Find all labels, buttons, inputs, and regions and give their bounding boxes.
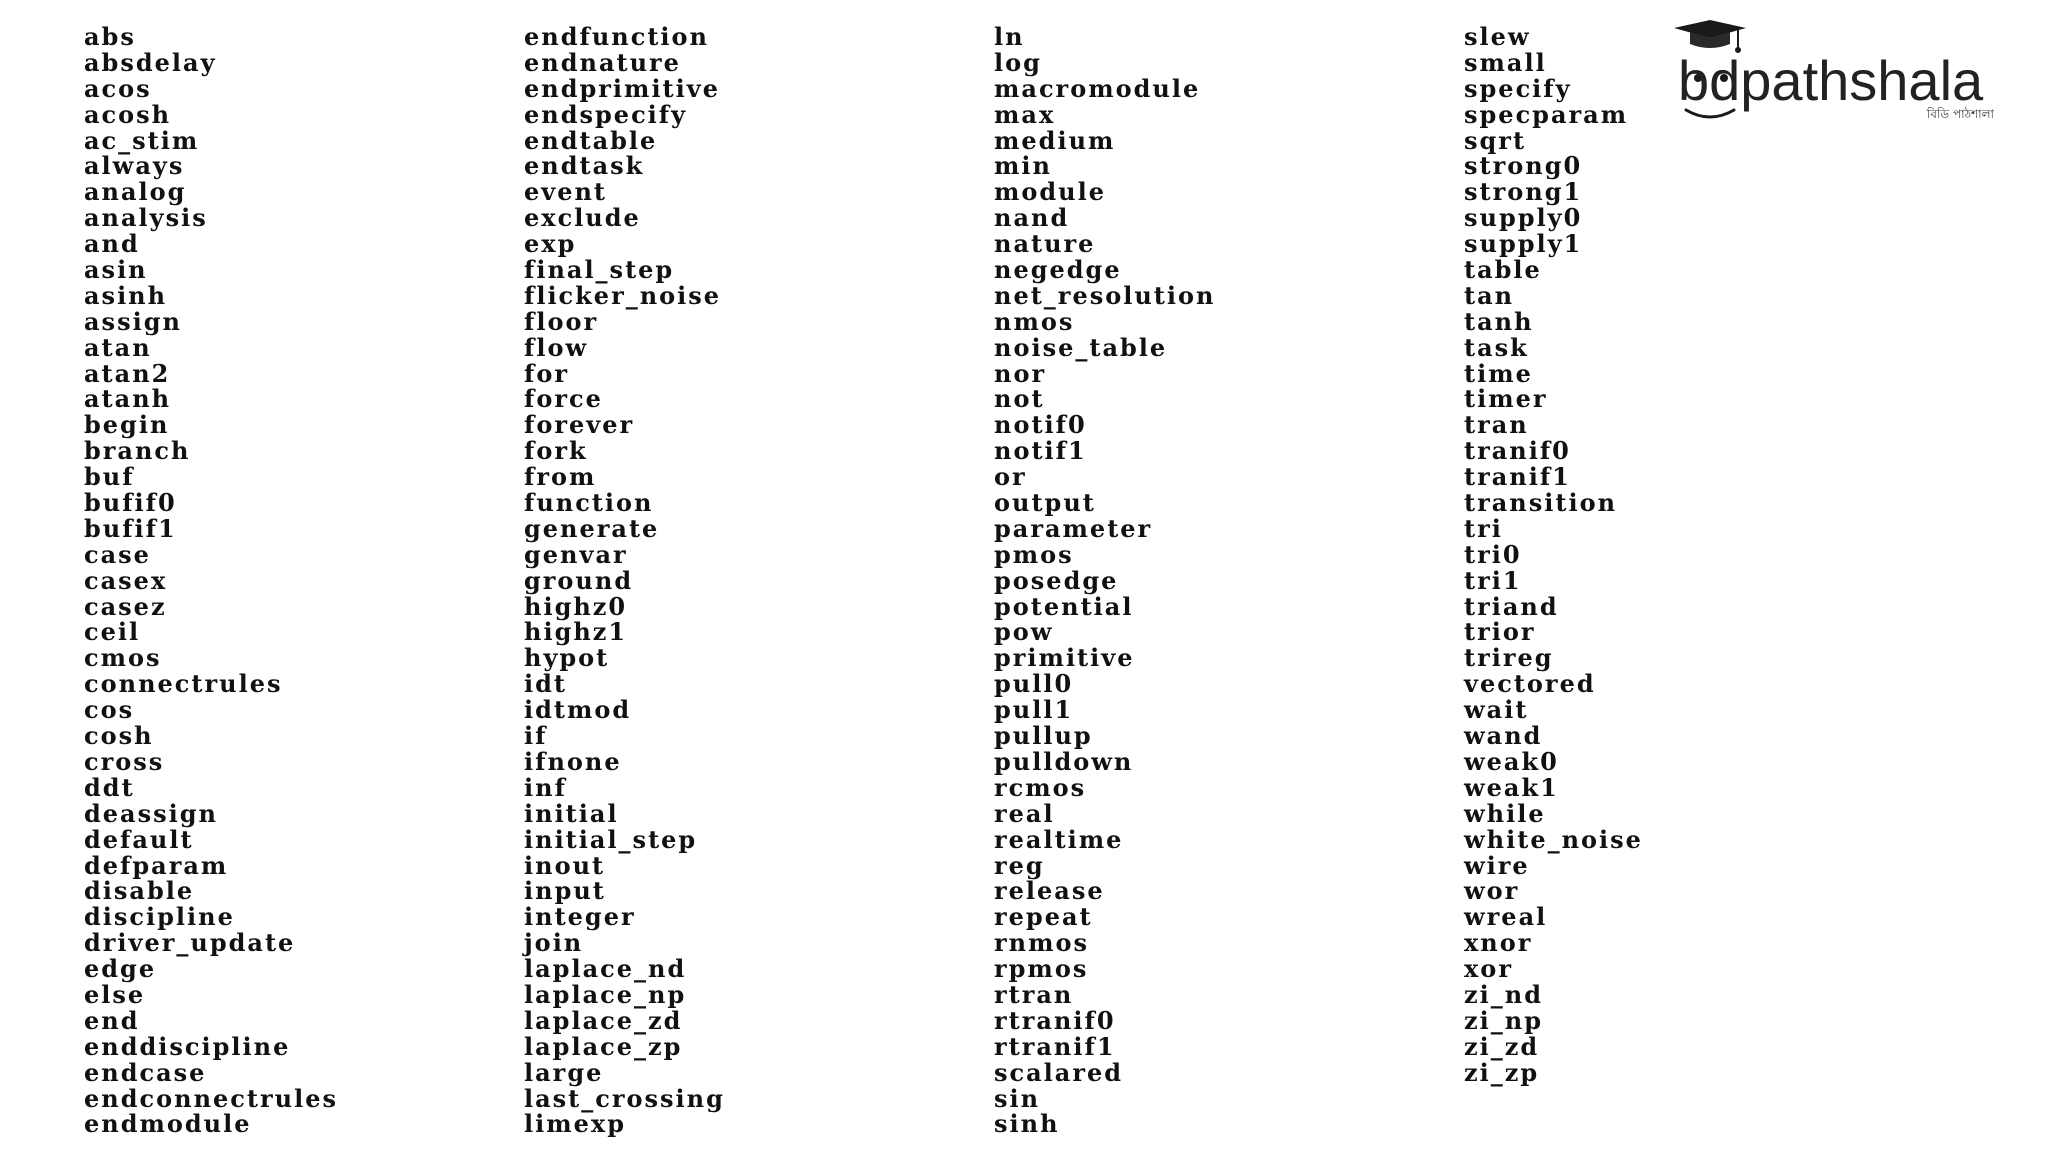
keyword-item: nand (994, 203, 1070, 233)
keyword-item: specify (1464, 73, 1572, 103)
keyword-item: xor (1464, 954, 1513, 984)
keyword-item: exclude (524, 203, 641, 233)
keyword-item: tan (1464, 280, 1515, 310)
keyword-item: sqrt (1464, 125, 1527, 155)
keyword-item: else (84, 979, 146, 1009)
keyword-item: analog (84, 177, 187, 207)
keyword-item: strong0 (1464, 151, 1583, 181)
keyword-item: inf (524, 772, 567, 802)
keyword-column-1 (84, 24, 338, 1137)
keyword-item: enddiscipline (84, 1031, 291, 1061)
keyword-item: defparam (84, 850, 229, 880)
keyword-column-2 (524, 24, 725, 1137)
keyword-item: nor (994, 358, 1047, 388)
keyword-item: tri0 (1464, 539, 1522, 569)
keyword-item: while (1464, 798, 1546, 828)
keyword-item: abs (84, 22, 136, 51)
keyword-item: task (1464, 332, 1529, 362)
keyword-item: output (994, 488, 1096, 518)
keyword-item: endfunction (524, 22, 709, 51)
keyword-item: fork (524, 436, 588, 466)
keyword-item: absdelay (84, 47, 217, 77)
keyword-item: case (84, 539, 151, 569)
keyword-item: input (524, 876, 606, 906)
logo-subtitle: বিডি পাঠশালা (1926, 107, 1994, 121)
keyword-item: branch (84, 436, 191, 466)
keyword-item: endspecify (524, 99, 688, 129)
keyword-item: default (84, 824, 194, 854)
keyword-item: if (524, 721, 548, 751)
keyword-item: always (84, 151, 185, 181)
keyword-item: from (524, 462, 597, 492)
keyword-item: real (994, 798, 1055, 828)
keyword-column-3 (994, 24, 1215, 1137)
keyword-item: casez (84, 591, 167, 621)
keyword-item: genvar (524, 539, 628, 569)
keyword-item: pow (994, 617, 1054, 647)
keyword-item: tran (1464, 410, 1529, 440)
keyword-item: acosh (84, 99, 172, 129)
keyword-item: endconnectrules (84, 1083, 338, 1113)
keyword-item: ground (524, 565, 634, 595)
keyword-item: posedge (994, 565, 1119, 595)
keyword-item: cmos (84, 643, 162, 673)
keyword-item: parameter (994, 513, 1153, 543)
keyword-item: laplace_zd (524, 1005, 683, 1035)
keyword-item: rcmos (994, 772, 1087, 802)
keyword-item: sinh (994, 1109, 1060, 1139)
keyword-item: cross (84, 746, 165, 776)
keyword-item: flow (524, 332, 589, 362)
keyword-item: pulldown (994, 746, 1134, 776)
keyword-item: force (524, 384, 603, 414)
keyword-item: initial (524, 798, 619, 828)
bdpathshala-logo (1672, 18, 2012, 128)
keyword-item: xnor (1464, 928, 1533, 958)
keyword-item: ac_stim (84, 125, 200, 155)
keyword-item: buf (84, 462, 135, 492)
keyword-item: endmodule (84, 1109, 252, 1139)
keyword-item: negedge (994, 255, 1122, 285)
keyword-item: ln (994, 22, 1025, 51)
keyword-item: connectrules (84, 669, 283, 699)
keyword-item: strong1 (1464, 177, 1583, 207)
keyword-item: highz1 (524, 617, 628, 647)
keyword-item: wire (1464, 850, 1530, 880)
keyword-item: asinh (84, 280, 168, 310)
keyword-item: zi_zd (1464, 1031, 1540, 1061)
keyword-item: endprimitive (524, 73, 720, 103)
keyword-item: flicker_noise (524, 280, 722, 310)
keyword-item: tranif0 (1464, 436, 1571, 466)
keyword-item: pullup (994, 721, 1093, 751)
keyword-item: white_noise (1464, 824, 1643, 854)
keyword-item: endtable (524, 125, 658, 155)
keyword-item: noise_table (994, 332, 1168, 362)
keyword-item: endnature (524, 47, 681, 77)
keyword-item: assign (84, 306, 182, 336)
keyword-item: laplace_np (524, 979, 687, 1009)
keyword-item: cosh (84, 721, 154, 751)
keyword-item: tranif1 (1464, 462, 1571, 492)
keyword-item: endcase (84, 1057, 207, 1087)
keyword-item: nature (994, 229, 1096, 259)
keyword-item: limexp (524, 1109, 626, 1139)
keyword-item: scalared (994, 1057, 1124, 1087)
keyword-item: driver_update (84, 928, 296, 958)
keyword-item: realtime (994, 824, 1124, 854)
keyword-item: disable (84, 876, 195, 906)
keyword-item: join (524, 928, 584, 958)
keyword-item: laplace_nd (524, 954, 687, 984)
keyword-item: rtran (994, 979, 1074, 1009)
keyword-item: rnmos (994, 928, 1090, 958)
keyword-item: generate (524, 513, 660, 543)
keyword-item: edge (84, 954, 157, 984)
keyword-item: reg (994, 850, 1045, 880)
keyword-item: time (1464, 358, 1533, 388)
logo-graphic (1672, 18, 2012, 128)
keyword-item: end (84, 1005, 140, 1035)
keyword-item: laplace_zp (524, 1031, 683, 1061)
keyword-item: transition (1464, 488, 1618, 518)
keyword-item: trior (1464, 617, 1536, 647)
keyword-item: wor (1464, 876, 1520, 906)
keyword-item: triand (1464, 591, 1559, 621)
keyword-item: slew (1464, 22, 1531, 51)
keyword-item: repeat (994, 902, 1093, 932)
keyword-item: zi_zp (1464, 1057, 1540, 1087)
keyword-item: supply1 (1464, 229, 1583, 259)
keyword-item: tri (1464, 513, 1503, 543)
keyword-item: zi_nd (1464, 979, 1543, 1009)
keyword-item: highz0 (524, 591, 628, 621)
keyword-item: notif1 (994, 436, 1087, 466)
keyword-item: discipline (84, 902, 235, 932)
keyword-item: zi_np (1464, 1005, 1543, 1035)
keyword-item: idt (524, 669, 567, 699)
keyword-item: ceil (84, 617, 141, 647)
keyword-item: endtask (524, 151, 645, 181)
keyword-item: deassign (84, 798, 218, 828)
keyword-item: max (994, 99, 1056, 129)
keyword-item: forever (524, 410, 635, 440)
keyword-item: wand (1464, 721, 1543, 751)
keyword-item: initial_step (524, 824, 698, 854)
keyword-item: floor (524, 306, 599, 336)
keyword-item: atan2 (84, 358, 171, 388)
keyword-item: rpmos (994, 954, 1089, 984)
keyword-item: min (994, 151, 1052, 181)
keyword-item: table (1464, 255, 1542, 285)
keyword-item: pull1 (994, 695, 1074, 725)
logo-wordmark: bdpathshala (1678, 49, 1984, 112)
keyword-column-4 (1464, 24, 1643, 1086)
keyword-item: bufif0 (84, 488, 177, 518)
keyword-item: potential (994, 591, 1134, 621)
keyword-item: final_step (524, 255, 675, 285)
keyword-item: for (524, 358, 569, 388)
keyword-item: acos (84, 73, 152, 103)
keyword-item: event (524, 177, 608, 207)
keyword-item: timer (1464, 384, 1548, 414)
keyword-item: idtmod (524, 695, 632, 725)
keyword-item: ifnone (524, 746, 622, 776)
keyword-item: pull0 (994, 669, 1074, 699)
keyword-item: primitive (994, 643, 1135, 673)
keyword-item: notif0 (994, 410, 1087, 440)
keyword-item: ddt (84, 772, 135, 802)
keyword-item: or (994, 462, 1027, 492)
keyword-item: casex (84, 565, 168, 595)
keyword-item: nmos (994, 306, 1075, 336)
keyword-item: rtranif0 (994, 1005, 1116, 1035)
keyword-item: supply0 (1464, 203, 1583, 233)
keyword-item: macromodule (994, 73, 1201, 103)
keyword-item: specparam (1464, 99, 1629, 129)
keyword-item: log (994, 47, 1042, 77)
keyword-item: atanh (84, 384, 172, 414)
keyword-item: wait (1464, 695, 1529, 725)
keyword-item: medium (994, 125, 1116, 155)
keyword-item: pmos (994, 539, 1074, 569)
keyword-item: analysis (84, 203, 208, 233)
keyword-item: asin (84, 255, 148, 285)
keyword-item: exp (524, 229, 577, 259)
keyword-item: trireg (1464, 643, 1554, 673)
keyword-item: cos (84, 695, 135, 725)
keyword-item: integer (524, 902, 636, 932)
keyword-item: function (524, 488, 654, 518)
keyword-item: atan (84, 332, 152, 362)
keyword-item: last_crossing (524, 1083, 725, 1113)
keyword-item: weak1 (1464, 772, 1559, 802)
keyword-item: release (994, 876, 1105, 906)
keyword-item: bufif1 (84, 513, 177, 543)
keyword-item: tanh (1464, 306, 1534, 336)
keyword-item: not (994, 384, 1045, 414)
keyword-item: and (84, 229, 140, 259)
keyword-item: large (524, 1057, 604, 1087)
keyword-item: net_resolution (994, 280, 1216, 310)
keyword-item: module (994, 177, 1107, 207)
keyword-item: sin (994, 1083, 1041, 1113)
keyword-item: wreal (1464, 902, 1548, 932)
keyword-item: tri1 (1464, 565, 1522, 595)
keyword-item: hypot (524, 643, 610, 673)
keyword-item: inout (524, 850, 606, 880)
keyword-item: vectored (1464, 669, 1596, 699)
keyword-item: small (1464, 47, 1547, 77)
keyword-item: begin (84, 410, 170, 440)
keyword-item: weak0 (1464, 746, 1559, 776)
keyword-item: rtranif1 (994, 1031, 1116, 1061)
